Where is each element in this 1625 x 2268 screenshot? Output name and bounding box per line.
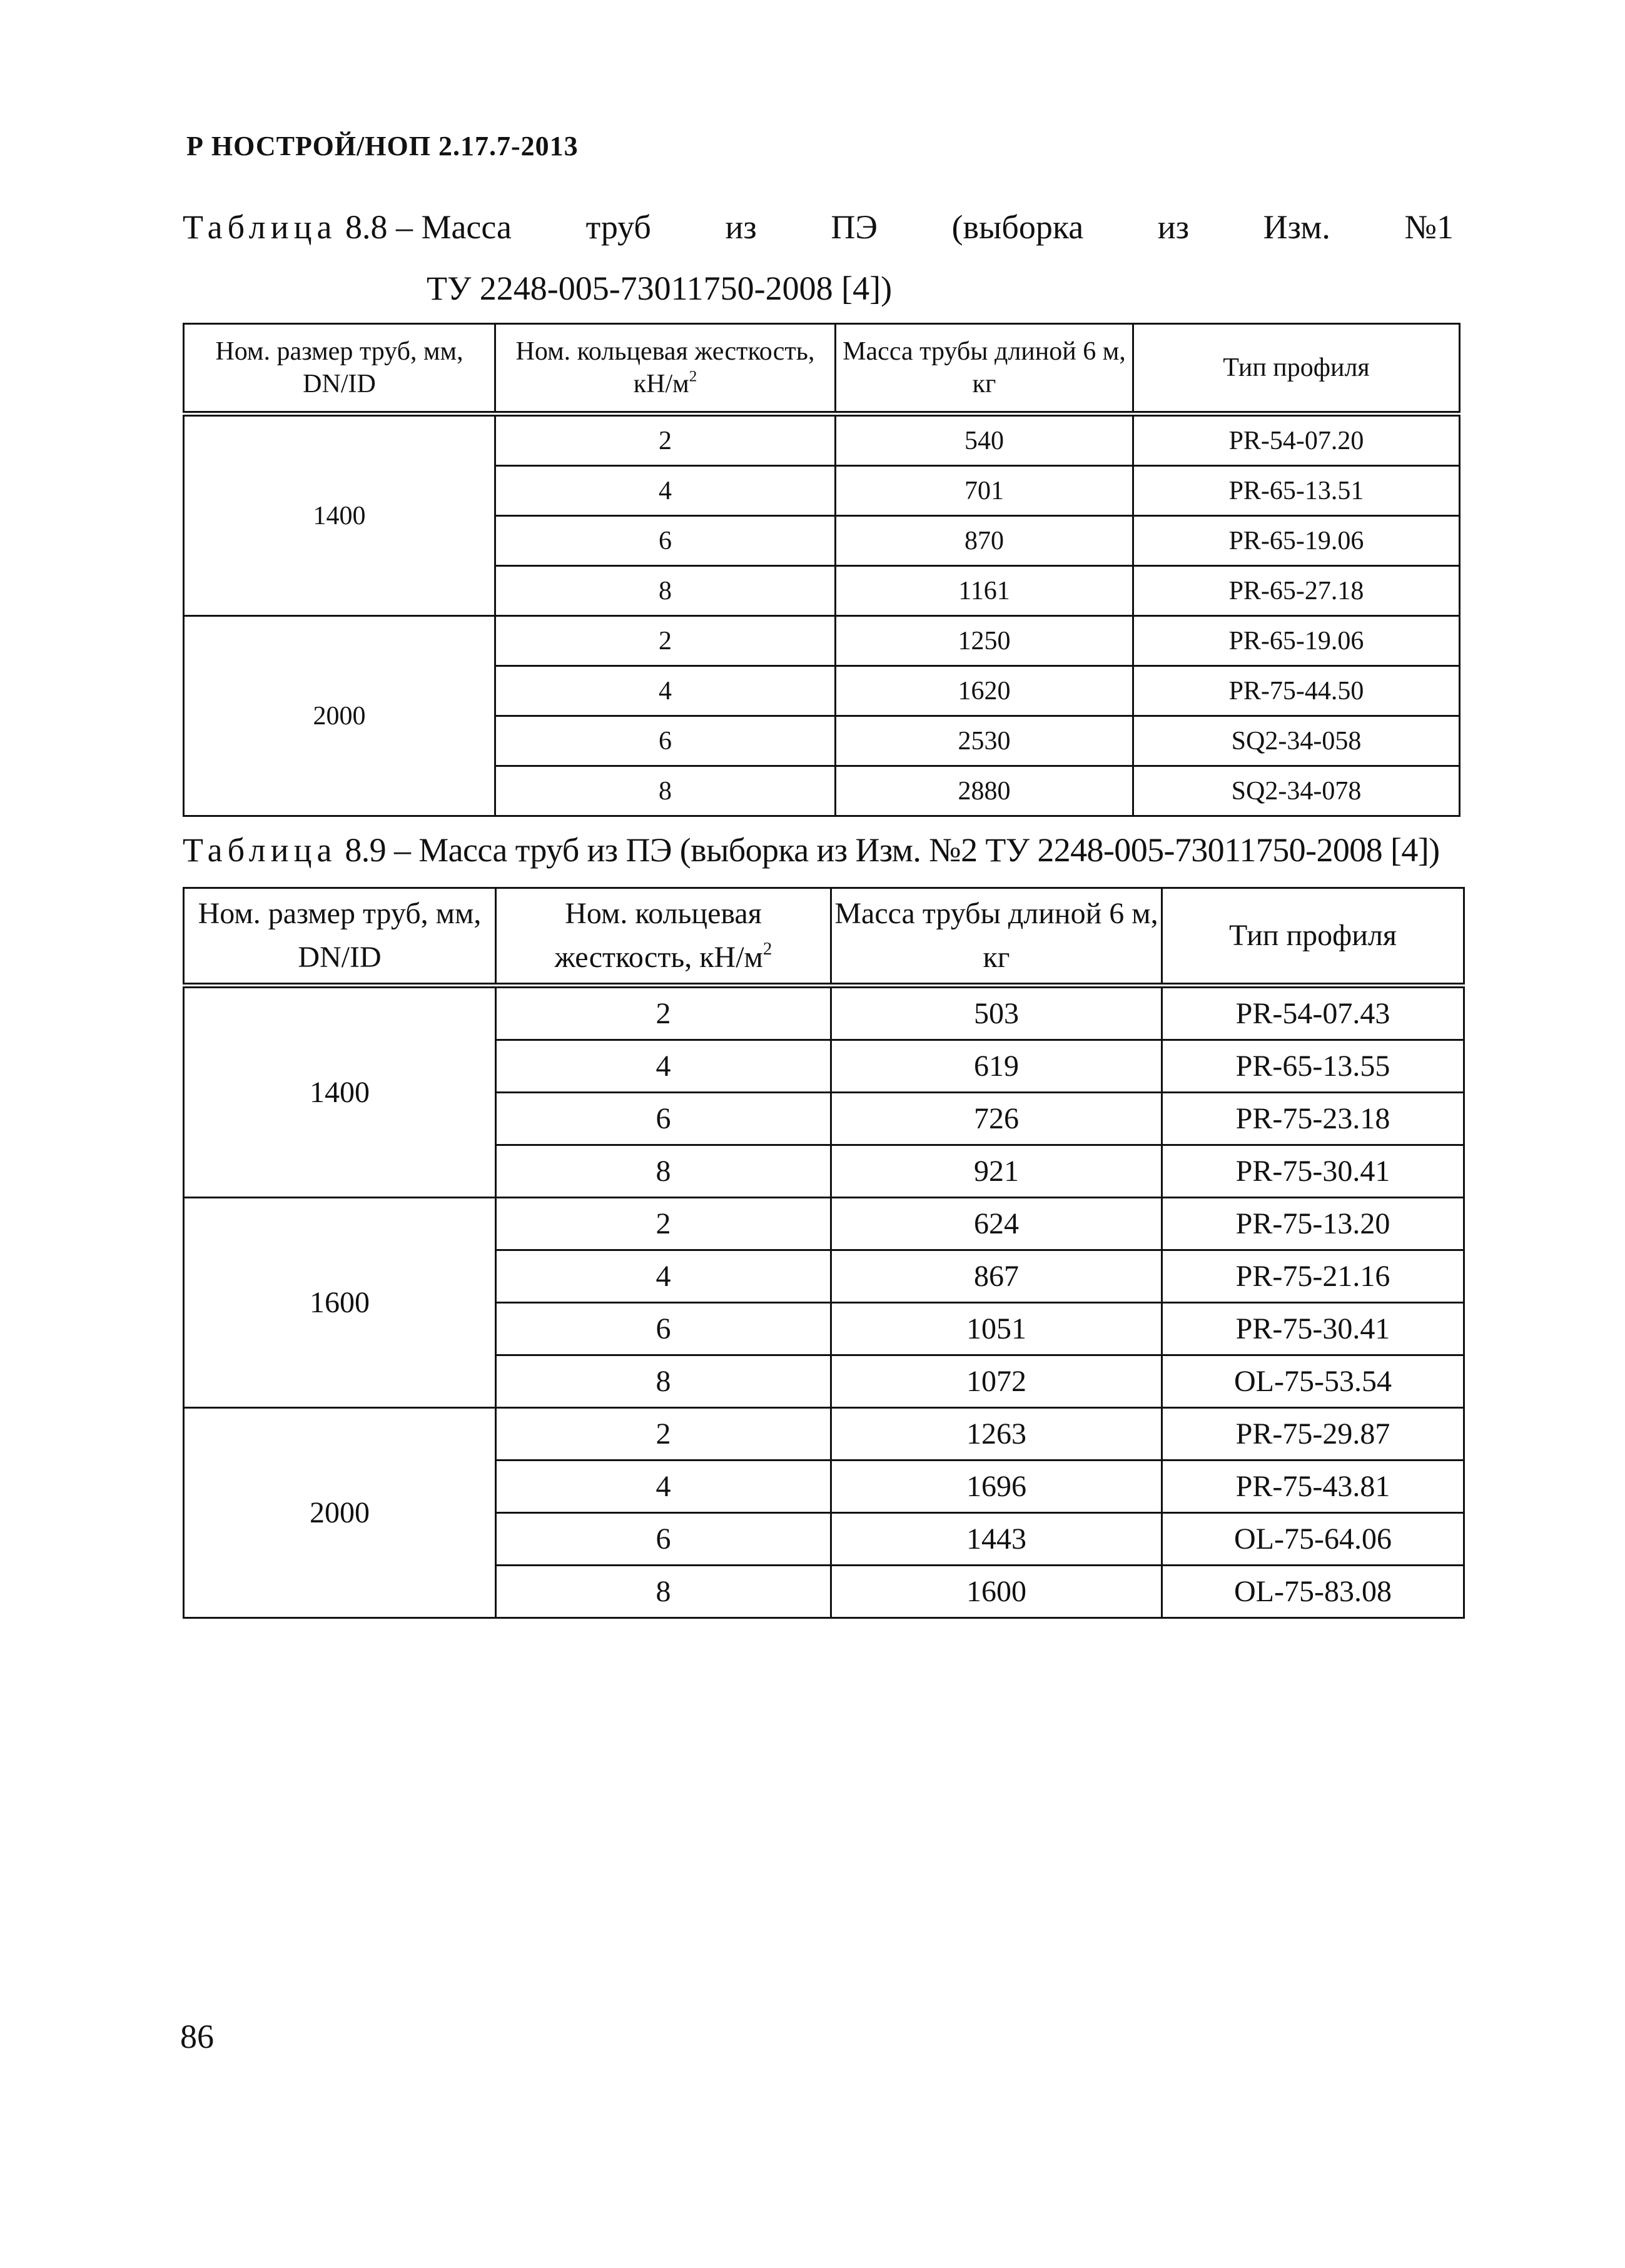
header-nominal-size: Ном. размер труб, мм, DN/ID <box>184 888 496 986</box>
pipe-mass-cell: 1263 <box>831 1408 1162 1461</box>
ring-stiffness-cell: 4 <box>495 466 836 516</box>
pipe-mass-cell: 2530 <box>836 716 1133 766</box>
pipe-mass-cell: 1600 <box>831 1566 1162 1618</box>
pipe-mass-cell: 1072 <box>831 1355 1162 1408</box>
pipe-mass-cell: 867 <box>831 1250 1162 1303</box>
header-profile-type: Тип профиля <box>1162 888 1464 986</box>
pipe-mass-cell: 870 <box>836 516 1133 566</box>
table-header-row <box>184 324 1460 414</box>
profile-type-cell: PR-65-27.18 <box>1133 566 1460 616</box>
profile-type-cell: OL-75-64.06 <box>1162 1513 1464 1566</box>
profile-type-cell: PR-65-19.06 <box>1133 616 1460 666</box>
profile-type-cell: OL-75-83.08 <box>1162 1566 1464 1618</box>
page-number: 86 <box>180 2018 214 2055</box>
profile-type-cell: SQ2-34-078 <box>1133 766 1460 816</box>
pipe-mass-table-8-9 <box>183 887 1465 1619</box>
profile-type-cell: PR-75-13.20 <box>1162 1198 1464 1250</box>
ring-stiffness-cell: 8 <box>496 1355 831 1408</box>
table1-caption-word: Таблица 8.8 – Масса <box>183 208 512 246</box>
table1-caption-word: ПЭ <box>831 208 878 246</box>
profile-type-cell: PR-75-30.41 <box>1162 1145 1464 1198</box>
table1-caption-label: Таблица <box>183 208 337 246</box>
ring-stiffness-cell: 2 <box>495 414 836 466</box>
header-ring-stiffness: Ном. кольцевая жесткость, $кН/м^2$ <box>495 324 836 414</box>
pipe-mass-cell: 540 <box>836 414 1133 466</box>
ring-stiffness-cell: 4 <box>496 1461 831 1513</box>
ring-stiffness-cell: 8 <box>495 566 836 616</box>
profile-type-cell: SQ2-34-058 <box>1133 716 1460 766</box>
pipe-mass-cell: 1696 <box>831 1461 1162 1513</box>
pipe-mass-cell: 1250 <box>836 616 1133 666</box>
profile-type-cell: PR-65-13.55 <box>1162 1040 1464 1093</box>
pipe-mass-cell: 2880 <box>836 766 1133 816</box>
header-profile-type: Тип профиля <box>1133 324 1460 414</box>
ring-stiffness-cell: 4 <box>495 666 836 716</box>
nominal-size-cell: 1600 <box>184 1198 496 1408</box>
table1-caption <box>183 208 1454 308</box>
table-row <box>184 1408 1464 1461</box>
profile-type-cell: PR-54-07.43 <box>1162 986 1464 1040</box>
header-pipe-mass: Масса трубы длиной 6 м, кг <box>836 324 1133 414</box>
header-ring-stiffness: Ном. кольцевая жесткость, $кН/м^2$ <box>496 888 831 986</box>
ring-stiffness-cell: 2 <box>495 616 836 666</box>
table1-caption-word: из <box>725 208 757 246</box>
table-header-row <box>184 888 1464 986</box>
header-pipe-mass: Масса трубы длиной 6 м, кг <box>831 888 1162 986</box>
table1-caption-word: (выборка <box>951 208 1084 246</box>
profile-type-cell: PR-75-44.50 <box>1133 666 1460 716</box>
table1-caption-word: Изм. <box>1263 208 1330 246</box>
profile-type-cell: PR-65-13.51 <box>1133 466 1460 516</box>
ring-stiffness-cell: 6 <box>496 1093 831 1145</box>
table1-caption-word: труб <box>585 208 651 246</box>
table-row <box>184 414 1460 466</box>
ring-stiffness-cell: 4 <box>496 1040 831 1093</box>
table1-caption-line2: ТУ 2248-005-73011750-2008 [4]) <box>427 270 893 308</box>
table2-caption <box>183 831 1459 869</box>
pipe-mass-cell: 619 <box>831 1040 1162 1093</box>
nominal-size-cell: 1400 <box>184 986 496 1198</box>
table-row <box>184 986 1464 1040</box>
profile-type-cell: PR-54-07.20 <box>1133 414 1460 466</box>
pipe-mass-cell: 1051 <box>831 1303 1162 1355</box>
ring-stiffness-cell: 2 <box>496 1408 831 1461</box>
ring-stiffness-cell: 8 <box>495 766 836 816</box>
table-row <box>184 616 1460 666</box>
pipe-mass-cell: 701 <box>836 466 1133 516</box>
ring-stiffness-cell: 2 <box>496 1198 831 1250</box>
pipe-mass-cell: 1443 <box>831 1513 1162 1566</box>
pipe-mass-cell: 624 <box>831 1198 1162 1250</box>
profile-type-cell: PR-75-23.18 <box>1162 1093 1464 1145</box>
table1-caption-word: из <box>1157 208 1190 246</box>
document-code-header: Р НОСТРОЙ/НОП 2.17.7-2013 <box>186 131 579 161</box>
pipe-mass-cell: 1161 <box>836 566 1133 616</box>
profile-type-cell: PR-75-21.16 <box>1162 1250 1464 1303</box>
table-row <box>184 1198 1464 1250</box>
ring-stiffness-cell: 4 <box>496 1250 831 1303</box>
pipe-mass-cell: 726 <box>831 1093 1162 1145</box>
table2-caption-label: Таблица <box>183 831 337 869</box>
ring-stiffness-cell: 2 <box>496 986 831 1040</box>
table2-caption-text: 8.9 – Масса труб из ПЭ (выборка из Изм. №2 ТУ 2248-005-73011750-2008 [4]) <box>345 831 1440 869</box>
pipe-mass-cell: 921 <box>831 1145 1162 1198</box>
pipe-mass-cell: 1620 <box>836 666 1133 716</box>
ring-stiffness-cell: 8 <box>496 1566 831 1618</box>
profile-type-cell: OL-75-53.54 <box>1162 1355 1464 1408</box>
ring-stiffness-cell: 6 <box>496 1303 831 1355</box>
profile-type-cell: PR-75-30.41 <box>1162 1303 1464 1355</box>
ring-stiffness-cell: 6 <box>496 1513 831 1566</box>
nominal-size-cell: 2000 <box>184 1408 496 1618</box>
profile-type-cell: PR-75-43.81 <box>1162 1461 1464 1513</box>
pipe-mass-cell: 503 <box>831 986 1162 1040</box>
profile-type-cell: PR-75-29.87 <box>1162 1408 1464 1461</box>
nominal-size-cell: 2000 <box>184 616 495 816</box>
table1-caption-word: №1 <box>1404 208 1454 246</box>
profile-type-cell: PR-65-19.06 <box>1133 516 1460 566</box>
ring-stiffness-cell: 6 <box>495 516 836 566</box>
nominal-size-cell: 1400 <box>184 414 495 616</box>
table1-caption-line1 <box>183 208 1454 246</box>
pipe-mass-table-8-8 <box>183 323 1460 817</box>
ring-stiffness-cell: 6 <box>495 716 836 766</box>
header-nominal-size: Ном. размер труб, мм, DN/ID <box>184 324 495 414</box>
ring-stiffness-cell: 8 <box>496 1145 831 1198</box>
